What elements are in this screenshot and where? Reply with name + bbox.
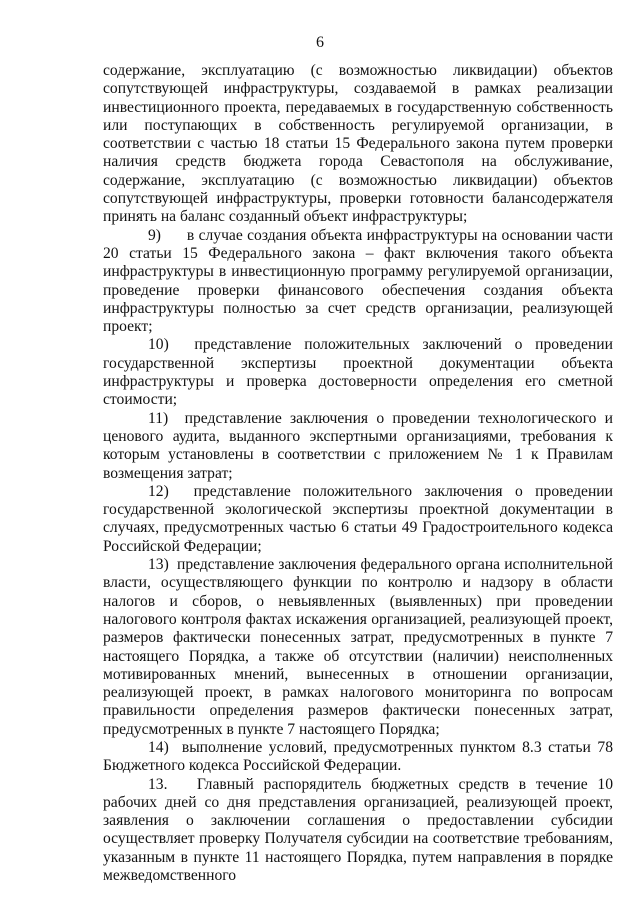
paragraph-item-10: 10) представление положительных заключений о проведении государственной экспертизы проектной документации объекта инфраструктуры и проверка достоверности определения его сметной стоимости; [103, 336, 613, 409]
paragraph-section-13: 13. Главный распорядитель бюджетных средств в течение 10 рабочих дней со дня представления организацией, реализующей проект, заявления о заключении соглашения о предоставлении субсидии осуществляет проверку Получателя субсидии на соответствие требованиям, указанным в пункте 11 настоящего Порядка, путем направления в порядке межведомственного [103, 775, 613, 885]
paragraph-item-9: 9) в случае создания объекта инфраструктуры на основании части 20 статьи 15 Федерального закона – факт включения такого объекта инфраструктуры в инвестиционную программу регулируемой организации, проведение проверки финансового обеспечения создания объекта инфраструктуры полностью за счет средств организации, реализующей проект; [103, 226, 613, 336]
paragraph-item-11: 11) представление заключения о проведении технологического и ценового аудита, выданного экспертными организациями, требования к которым установлены в соответствии с приложением № 1 к Правилам возмещения затрат; [103, 409, 613, 482]
page-number: 6 [316, 34, 324, 51]
paragraph-item-12: 12) представление положительного заключения о проведении государственной экологической экспертизы проектной документации в случаях, предусмотренных частью 6 статьи 49 Градостроительного кодекса Российской Федерации; [103, 482, 613, 555]
paragraph-item-13: 13) представление заключения федерального органа исполнительной власти, осуществляющего функции по контролю и надзору в области налогов и сборов, о невыявленных (выявленных) при проведении налогового контроля фактах искажения организацией, реализующей проект, размеров фактически понесенных затрат, предусмотренных в пункте 7 настоящего Порядка, а также об отсутствии (наличии) неисполненных мотивированных мнений, вынесенных в отношении организации, реализующей проект, в рамках налогового мониторинга по вопросам правильности определения размеров фактически понесенных затрат, предусмотренных в пункте 7 настоящего Порядка; [103, 556, 613, 738]
paragraph-item-14: 14) выполнение условий, предусмотренных пунктом 8.3 статьи 78 Бюджетного кодекса Российской Федерации. [103, 738, 613, 775]
document-body [103, 62, 613, 885]
paragraph-continuation: содержание, эксплуатацию (с возможностью ликвидации) объектов сопутствующей инфраструктуры, создаваемой в рамках реализации инвестиционного проекта, передаваемых в государственную собственность или поступающих в собственность регулируемой организации, в соответствии с частью 18 статьи 15 Федерального закона путем проверки наличия средств бюджета города Севастополя на обслуживание, содержание, эксплуатацию (с возможностью ликвидации) объектов сопутствующей инфраструктуры, проверки готовности балансодержателя принять на баланс созданный объект инфраструктуры; [103, 62, 613, 226]
